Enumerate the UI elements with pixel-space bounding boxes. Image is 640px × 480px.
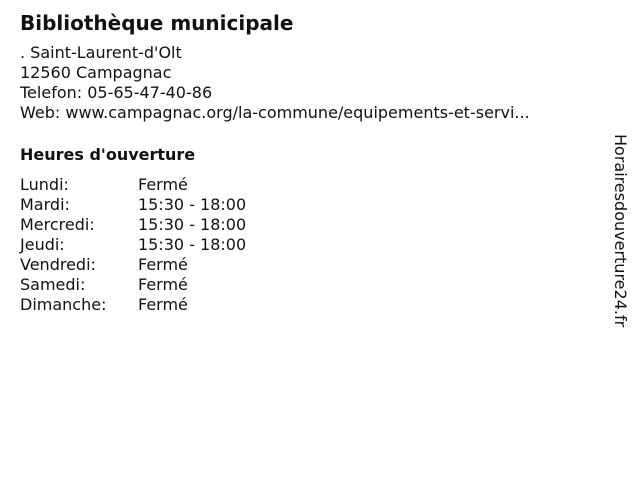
day-label: Dimanche: [20, 295, 107, 314]
hours-value: Fermé [138, 175, 188, 194]
street-line: . Saint-Laurent-d'Olt [20, 43, 182, 62]
business-info-card [20, 10, 590, 315]
day-label: Samedi: [20, 275, 86, 294]
opening-hours-heading: Heures d'ouverture [20, 145, 196, 164]
opening-hours-table [20, 175, 590, 315]
day-label: Lundi: [20, 175, 69, 194]
hours-row-saturday [20, 275, 590, 295]
day-label: Vendredi: [20, 255, 96, 274]
hours-value: 15:30 - 18:00 [138, 195, 247, 214]
hours-row-tuesday [20, 195, 590, 215]
hours-row-wednesday [20, 215, 590, 235]
day-label: Mardi: [20, 195, 70, 214]
hours-value: Fermé [138, 275, 188, 294]
day-label: Mercredi: [20, 215, 95, 234]
hours-value: Fermé [138, 255, 188, 274]
hours-row-friday [20, 255, 590, 275]
business-name: Bibliothèque municipale [20, 11, 294, 35]
city-line: 12560 Campagnac [20, 63, 172, 82]
hours-value: 15:30 - 18:00 [138, 235, 247, 254]
hours-row-thursday [20, 235, 590, 255]
day-label: Jeudi: [20, 235, 65, 254]
brand-watermark [602, 134, 640, 374]
phone-line[interactable]: Telefon: 05-65-47-40-86 [20, 83, 213, 102]
address-block [20, 43, 590, 123]
hours-row-monday [20, 175, 590, 195]
website-link[interactable]: Web: www.campagnac.org/la-commune/equipements-et-servi... [20, 103, 530, 122]
hours-value: 15:30 - 18:00 [138, 215, 247, 234]
brand-site-name[interactable]: Horairesdouverture24.fr [611, 134, 630, 328]
hours-value: Fermé [138, 295, 188, 314]
hours-row-sunday [20, 295, 590, 315]
